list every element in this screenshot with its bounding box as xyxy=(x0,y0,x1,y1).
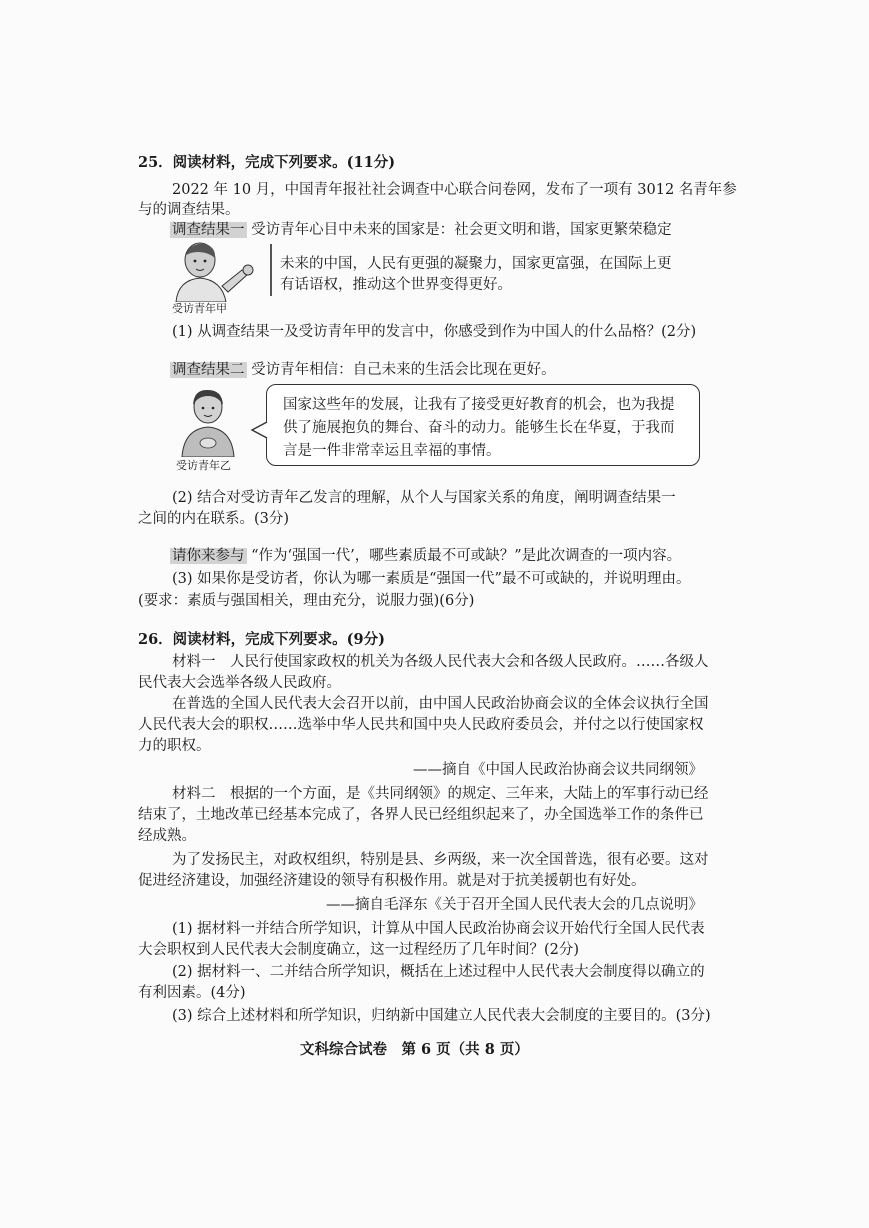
q26-m2-line4: 为了发扬民主，对政权组织，特别是县、乡两级，来一次全国普选，很有必要。这对 xyxy=(172,852,709,868)
q25-result2 xyxy=(170,360,556,380)
q25-intro-line1: 2022 年 10 月，中国青年报社社会调查中心联合问卷网，发布了一项有 3012 名青年参 xyxy=(172,182,737,198)
youth-b-illustration xyxy=(172,385,252,457)
q26-m2-line5: 促进经济建设，加强经济建设的领导有积极作用。就是对于抗美援朝也有好处。 xyxy=(138,873,646,889)
q26-m2-line2: 结束了，土地改革已经基本完成了，各界人民已经组织起来了，办全国选举工作的条件已 xyxy=(138,807,704,823)
q25-header: 25．阅读材料，完成下列要求。(11分) xyxy=(138,154,396,171)
q26-sub3: (3) 综合上述材料和所学知识，归纳新中国建立人民代表大会制度的主要目的。(3分) xyxy=(172,1008,711,1024)
q26-m1-line5: 力的职权。 xyxy=(138,738,211,754)
q26-m1-source: ——摘自《中国人民政治协商会议共同纲领》 xyxy=(413,762,703,778)
result2-text: 受访青年相信：自己未来的生活会比现在更好。 xyxy=(251,362,556,378)
q26-m2-line3: 经成熟。 xyxy=(138,828,196,844)
q25-sub3-line2: (要求：素质与强国相关，理由充分，说服力强)(6分) xyxy=(138,593,475,609)
result2-label: 调查结果二 xyxy=(172,362,245,378)
q25-sub2-line1: (2) 结合对受访青年乙发言的理解，从个人与国家关系的角度，阐明调查结果一 xyxy=(172,490,676,506)
q26-m1-line1: 材料一 人民行使国家政权的机关为各级人民代表大会和各级人民政府。……各级人 xyxy=(172,654,709,670)
q25-sub1: (1) 从调查结果一及受访青年甲的发言中，你感受到作为中国人的什么品格？(2分) xyxy=(172,324,697,340)
participate-text: “作为‘强国一代’，哪些素质最不可或缺？”是此次调查的一项内容。 xyxy=(251,548,682,564)
q25-sub2-line2: 之间的内在联系。(3分) xyxy=(138,511,290,527)
q26-m2-source: ——摘自毛泽东《关于召开全国人民代表大会的几点说明》 xyxy=(326,897,703,913)
speech-a-line1: 未来的中国，人民有更强的凝聚力，国家更富强，在国际上更 xyxy=(280,256,672,272)
q25-intro-line2: 与的调查结果。 xyxy=(138,202,240,218)
q26-m1-line2: 民代表大会选举各级人民政府。 xyxy=(138,675,341,691)
q26-sub1-line2: 大会职权到人民代表大会制度确立，这一过程经历了几年时间？(2分) xyxy=(138,942,580,958)
speech-b-line2: 供了施展抱负的舞台、奋斗的动力。能够生长在华夏，于我而 xyxy=(283,420,675,436)
q26-header: 26．阅读材料，完成下列要求。(9分) xyxy=(138,631,385,648)
youth-a-illustration xyxy=(168,240,263,302)
q26-m1-line4: 人民代表大会的职权……选举中华人民共和国中央人民政府委员会，并付之以行使国家权 xyxy=(138,717,704,733)
page-footer: 文科综合试卷 第 6 页（共 8 页） xyxy=(300,1041,529,1058)
q26-sub1-line1: (1) 据材料一并结合所学知识，计算从中国人民政治协商会议开始代行全国人民代表 xyxy=(172,921,705,937)
speech-b-line3: 言是一件非常幸运且幸福的事情。 xyxy=(283,443,501,459)
caption-youth-b: 受访青年乙 xyxy=(176,459,231,472)
result1-label: 调查结果一 xyxy=(172,222,245,238)
speech-a-line2: 有话语权，推动这个世界变得更好。 xyxy=(280,277,512,293)
q25-sub3-line1: (3) 如果你是受访者，你认为哪一素质是“强国一代”最不可或缺的，并说明理由。 xyxy=(172,571,691,587)
speech-b-line1: 国家这些年的发展，让我有了接受更好教育的机会，也为我提 xyxy=(283,397,675,413)
result1-text: 受访青年心目中未来的国家是：社会更文明和谐，国家更繁荣稳定 xyxy=(251,222,672,238)
participate-label: 请你来参与 xyxy=(172,548,245,564)
q25-result1 xyxy=(170,220,672,240)
speech-a-bar xyxy=(270,244,272,296)
q26-m1-line3: 在普选的全国人民代表大会召开以前，由中国人民政治协商会议的全体会议执行全国 xyxy=(172,696,709,712)
q26-sub2-line1: (2) 据材料一、二并结合所学知识，概括在上述过程中人民代表大会制度得以确立的 xyxy=(172,964,705,980)
caption-youth-a: 受访青年甲 xyxy=(172,302,227,315)
q26-sub2-line2: 有利因素。(4分) xyxy=(138,985,246,1001)
speech-b-tail xyxy=(250,420,268,440)
q26-m2-line1: 材料二 根据的一个方面，是《共同纲领》的规定、三年来，大陆上的军事行动已经 xyxy=(172,786,709,802)
q25-participate xyxy=(170,546,681,566)
